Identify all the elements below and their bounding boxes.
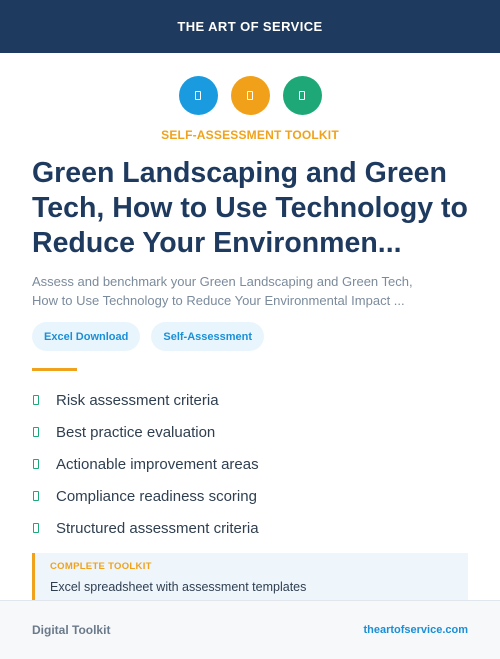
- description: [32, 272, 472, 310]
- check-icon: [33, 395, 39, 405]
- footer: [0, 600, 500, 659]
- icon-row: [0, 76, 500, 115]
- tag-self-assessment: Self-Assessment: [151, 322, 264, 351]
- title-line: Reduce Your Environmen...: [32, 227, 402, 259]
- list-item: [32, 480, 259, 512]
- header-bar: [0, 0, 500, 53]
- divider: [32, 368, 77, 371]
- list-item: [32, 512, 259, 544]
- list-item: [32, 448, 259, 480]
- check-icon: [33, 523, 39, 533]
- check-icon: [33, 491, 39, 501]
- page-title: [32, 156, 472, 261]
- title-line: Tech, How to Use Technology to: [32, 192, 468, 224]
- feature-label: Risk assessment criteria: [56, 391, 219, 409]
- check-icon: [33, 459, 39, 469]
- list-item: [32, 416, 259, 448]
- check-icon: [33, 427, 39, 437]
- feature-list: [32, 384, 259, 544]
- brand-name: THE ART OF SERVICE: [177, 19, 323, 34]
- toolkit-text: Excel spreadsheet with assessment templates: [50, 580, 307, 594]
- feature-label: Actionable improvement areas: [56, 455, 259, 473]
- toolkit-callout: [32, 553, 468, 603]
- description-line: How to Use Technology to Reduce Your Environmental Impact ...: [32, 293, 405, 308]
- document-icon: [283, 76, 322, 115]
- footer-label: Digital Toolkit: [32, 623, 111, 637]
- tag-row: [32, 322, 264, 351]
- document-icon: [231, 76, 270, 115]
- title-line: Green Landscaping and Green: [32, 157, 447, 189]
- feature-label: Best practice evaluation: [56, 423, 216, 441]
- description-line: Assess and benchmark your Green Landscaping and Green Tech,: [32, 274, 413, 289]
- feature-label: Structured assessment criteria: [56, 519, 259, 537]
- feature-label: Compliance readiness scoring: [56, 487, 257, 505]
- document-icon: [179, 76, 218, 115]
- tag-excel-download: Excel Download: [32, 322, 140, 351]
- category-label: SELF-ASSESSMENT TOOLKIT: [161, 128, 339, 142]
- website-link[interactable]: theartofservice.com: [363, 624, 468, 636]
- toolkit-label: COMPLETE TOOLKIT: [50, 561, 152, 572]
- list-item: [32, 384, 259, 416]
